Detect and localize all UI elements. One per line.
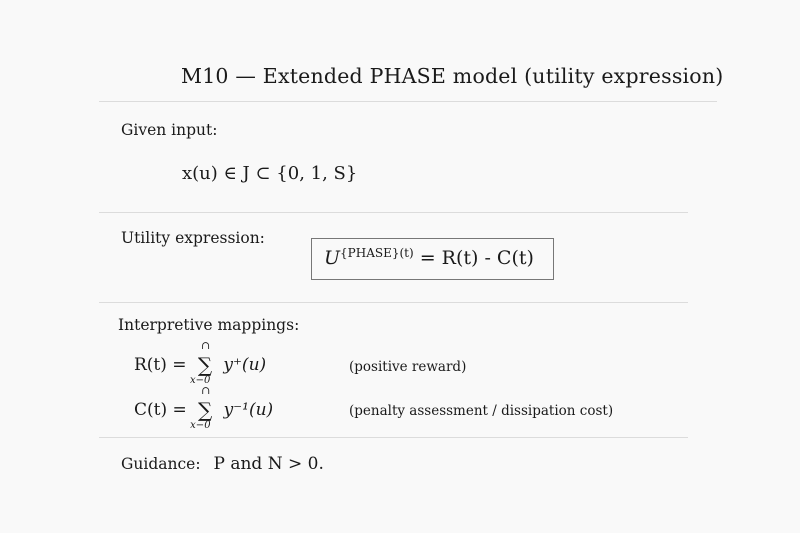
cost-note: (penalty assessment / dissipation cost)	[349, 403, 614, 419]
guidance-label: Guidance:	[121, 455, 201, 473]
sum-symbol: ∑ ∩ x−0	[189, 339, 213, 386]
mappings-divider	[99, 437, 688, 438]
given-divider	[99, 212, 688, 213]
title-divider	[99, 101, 717, 102]
reward-lhs: R(t) =	[134, 355, 187, 375]
given-input-formula	[182, 163, 357, 184]
reward-mapping	[134, 339, 267, 386]
sum-upper-limit: ∩	[200, 339, 211, 352]
sum-lower-limit: x−0	[189, 375, 211, 386]
interpretive-mappings-label: Interpretive mappings:	[118, 316, 300, 334]
given-input-label: Given input:	[121, 121, 218, 139]
utility-expression-label: Utility expression:	[121, 229, 265, 247]
utility-rhs: = R(t) - C(t)	[419, 247, 534, 269]
guidance-line	[121, 454, 324, 474]
utility-superscript: {PHASE}(t)	[340, 246, 414, 260]
slide-title: M10 — Extended PHASE model (utility expression)	[181, 64, 724, 88]
sum-lower-limit: x−0	[190, 420, 211, 431]
utility-formula-box	[311, 238, 554, 280]
sum-symbol: ∑ ∩ x−0	[190, 384, 213, 431]
utility-divider	[99, 302, 688, 303]
utility-formula	[324, 246, 534, 269]
cost-term: y⁻¹(u)	[223, 400, 274, 420]
sum-upper-limit: ∩	[201, 384, 211, 397]
reward-note: (positive reward)	[349, 359, 467, 375]
guidance-text: P and N > 0.	[213, 454, 324, 474]
cost-lhs: C(t) =	[134, 400, 187, 420]
reward-term: y⁺(u)	[223, 355, 267, 375]
given-input-formula-text: x(u) ∈ J ⊂ {0, 1, S}	[182, 163, 358, 184]
cost-mapping	[134, 384, 274, 431]
utility-symbol: U	[324, 247, 341, 269]
